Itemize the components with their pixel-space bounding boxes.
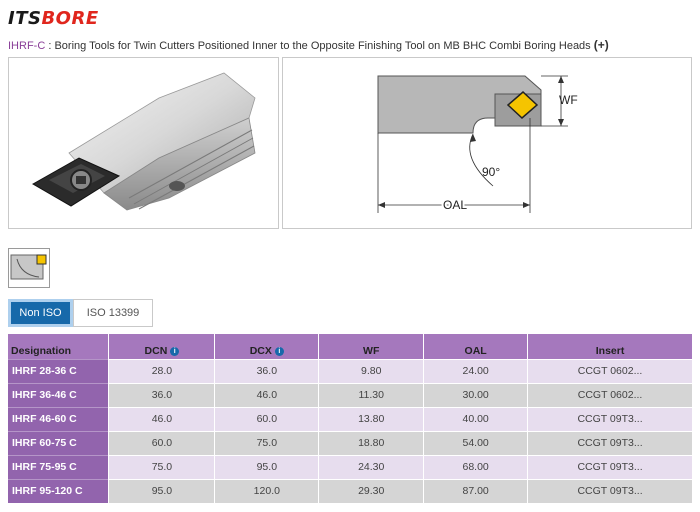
cell-designation[interactable]: IHRF 36-46 C	[8, 383, 109, 407]
product-code: IHRF-C	[8, 40, 46, 52]
cell-wf: 29.30	[319, 479, 424, 503]
cell-oal: 40.00	[424, 407, 528, 431]
logo-bore: BORE	[41, 8, 99, 29]
cell-wf: 24.30	[319, 455, 424, 479]
cell-dcn: 46.0	[109, 407, 215, 431]
table-row[interactable]	[8, 359, 693, 383]
cell-dcn: 95.0	[109, 479, 215, 503]
cell-designation[interactable]: IHRF 60-75 C	[8, 431, 109, 455]
cell-insert: CCGT 09T3...	[528, 479, 693, 503]
cell-dcx: 120.0	[215, 479, 319, 503]
wf-label: WF	[559, 93, 578, 107]
page-title	[8, 38, 609, 52]
standard-tabs	[8, 299, 153, 327]
cell-dcn: 28.0	[109, 359, 215, 383]
column-header-insert[interactable]: Insert	[528, 334, 693, 359]
tab-iso-13399[interactable]: ISO 13399	[73, 299, 153, 327]
cell-dcx: 75.0	[215, 431, 319, 455]
table-header-row	[8, 334, 693, 359]
cell-dcx: 46.0	[215, 383, 319, 407]
cell-insert: CCGT 09T3...	[528, 431, 693, 455]
column-header-designation[interactable]: Designation	[8, 334, 109, 359]
info-icon[interactable]: i	[170, 347, 179, 356]
table-row[interactable]	[8, 431, 693, 455]
cell-dcx: 60.0	[215, 407, 319, 431]
cell-designation[interactable]: IHRF 75-95 C	[8, 455, 109, 479]
cell-wf: 18.80	[319, 431, 424, 455]
logo-its: ITS	[8, 8, 42, 29]
dimension-drawing	[283, 58, 691, 228]
table-row[interactable]	[8, 479, 693, 503]
product-description: : Boring Tools for Twin Cutters Positioned Inner to the Opposite Finishing Tool on MB BHC Combi Boring Heads	[48, 40, 591, 52]
cell-insert: CCGT 09T3...	[528, 455, 693, 479]
cell-oal: 54.00	[424, 431, 528, 455]
expand-toggle[interactable]: (+)	[593, 38, 609, 52]
cell-designation[interactable]: IHRF 95-120 C	[8, 479, 109, 503]
dcn-header-label: DCN	[144, 344, 168, 357]
column-header-oal[interactable]: OAL	[424, 334, 528, 359]
cell-wf: 13.80	[319, 407, 424, 431]
cell-insert: CCGT 0602...	[528, 383, 693, 407]
cell-dcx: 36.0	[215, 359, 319, 383]
cell-dcx: 95.0	[215, 455, 319, 479]
column-header-dcx[interactable]	[215, 334, 319, 359]
info-icon[interactable]: i	[275, 347, 284, 356]
cell-dcn: 60.0	[109, 431, 215, 455]
cell-designation[interactable]: IHRF 28-36 C	[8, 359, 109, 383]
angle-label: 90°	[482, 165, 501, 179]
cell-insert: CCGT 0602...	[528, 359, 693, 383]
brand-logo	[8, 8, 99, 29]
cell-oal: 68.00	[424, 455, 528, 479]
column-header-wf[interactable]: WF	[319, 334, 424, 359]
table-row[interactable]	[8, 455, 693, 479]
cell-oal: 87.00	[424, 479, 528, 503]
cell-insert: CCGT 09T3...	[528, 407, 693, 431]
cell-dcn: 75.0	[109, 455, 215, 479]
table-row[interactable]	[8, 407, 693, 431]
table-row[interactable]	[8, 383, 693, 407]
cell-oal: 30.00	[424, 383, 528, 407]
cell-wf: 11.30	[319, 383, 424, 407]
cell-oal: 24.00	[424, 359, 528, 383]
product-table	[8, 334, 693, 503]
tab-non-iso[interactable]: Non ISO	[8, 299, 73, 327]
cell-wf: 9.80	[319, 359, 424, 383]
product-image-panel	[8, 57, 279, 229]
column-header-dcn[interactable]	[109, 334, 215, 359]
cell-designation[interactable]: IHRF 46-60 C	[8, 407, 109, 431]
cell-dcn: 36.0	[109, 383, 215, 407]
drawing-thumbnail[interactable]	[8, 248, 50, 288]
product-render-image	[9, 58, 278, 228]
technical-drawing-panel	[282, 57, 692, 229]
oal-label: OAL	[443, 198, 468, 212]
dcx-header-label: DCX	[249, 344, 272, 357]
